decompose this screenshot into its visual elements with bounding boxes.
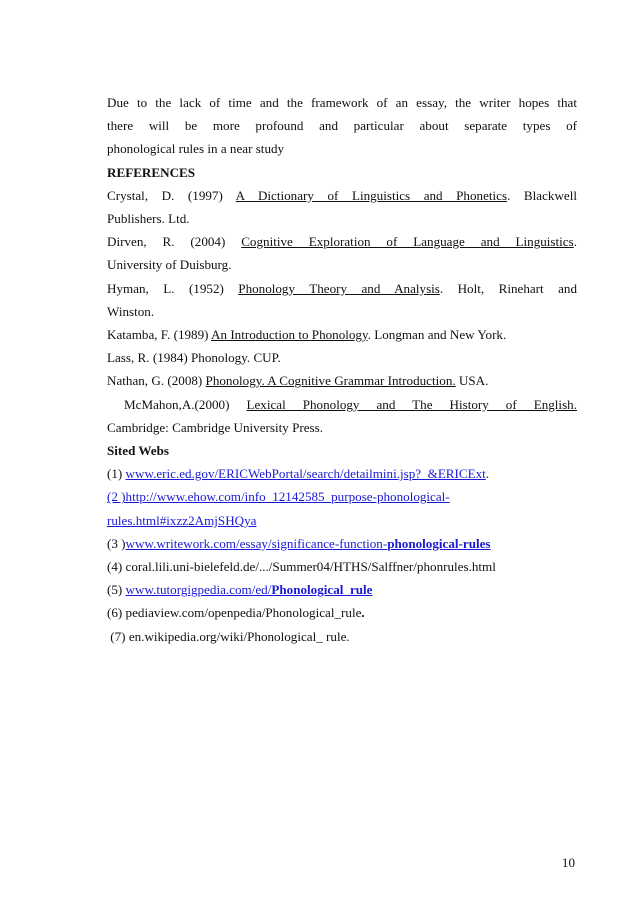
web-item: (4) coral.lili.uni-bielefeld.de/.../Summer04/HTHS/Salffner/phonrules.html: [107, 559, 496, 575]
web-item: [107, 509, 577, 532]
reference-author: Katamba, F. (1989): [107, 327, 212, 343]
reference-title: A Dictionary of Linguistics and Phonetics: [235, 187, 508, 203]
reference-continuation: Winston.: [107, 303, 155, 319]
reference-publisher: . Holt, Rinehart and: [439, 280, 578, 296]
reference-item: [107, 346, 577, 369]
intro-paragraph: [107, 91, 577, 161]
reference-list: [107, 184, 577, 439]
references-heading: REFERENCES: [107, 164, 196, 180]
reference-publisher: . Blackwell: [507, 187, 577, 203]
reference-author: Hyman, L. (1952): [107, 280, 239, 296]
reference-title: An Introduction to Phonology: [211, 327, 368, 343]
web-item: [107, 485, 577, 508]
web-item: (7) en.wikipedia.org/wiki/Phonological_ rule.: [107, 628, 350, 644]
reference-publisher: USA.: [455, 373, 489, 389]
reference-item: [107, 230, 577, 276]
sited-webs-list: [107, 462, 577, 648]
reference-item: [107, 184, 577, 230]
web-item: (6) pediaview.com/openpedia/Phonological_rule.: [107, 605, 365, 621]
intro-line: phonological rules in a near study: [107, 141, 285, 157]
reference-author: Nathan, G. (2008): [107, 373, 206, 389]
intro-line: there will be more profound and particular about separate types of: [107, 118, 577, 134]
reference-item: [107, 323, 577, 346]
reference-author: McMahon,A.(2000): [107, 396, 247, 412]
reference-publisher: . Longman and New York.: [367, 327, 507, 343]
reference-continuation: University of Duisburg.: [107, 257, 232, 273]
web-link[interactable]: www.eric.ed.gov/ERICWebPortal/search/detailmini.jsp?_&ERICExt: [125, 466, 486, 482]
intro-line: Due to the lack of time and the framework of an essay, the writer hopes that: [107, 95, 577, 110]
reference-title: Phonology Theory and Analysis: [238, 280, 440, 296]
reference-title: Phonology. A Cognitive Grammar Introduction.: [205, 373, 456, 389]
page-number: 10: [561, 855, 575, 870]
reference-continuation: Publishers. Ltd.: [107, 211, 190, 227]
web-link[interactable]: (2 )http://www.ehow.com/info_12142585_purpose-phonological-: [107, 489, 450, 505]
reference-author: Crystal, D. (1997): [107, 187, 236, 203]
reference-continuation: Cambridge: Cambridge University Press.: [107, 419, 324, 435]
web-link-bold[interactable]: phonological-rules: [387, 535, 491, 551]
reference-title: Cognitive Exploration of Language and Linguistics: [241, 234, 574, 250]
reference-text: Lass, R. (1984) Phonology. CUP.: [107, 350, 281, 366]
reference-author: Dirven, R. (2004): [107, 234, 242, 250]
sited-webs-heading: Sited Webs: [107, 443, 169, 459]
web-link[interactable]: www.tutorgigpedia.com/ed/: [125, 582, 272, 598]
web-item: (1) www.eric.ed.gov/ERICWebPortal/search/detailmini.jsp?_&ERICExt.: [107, 466, 490, 482]
web-link[interactable]: www.writework.com/essay/significance-function-: [125, 535, 388, 551]
web-link[interactable]: rules.html#ixzz2AmjSHQya: [107, 512, 257, 528]
web-item: (3 )www.writework.com/essay/significance-function-phonological-rules: [107, 535, 491, 551]
reference-item: [107, 277, 577, 323]
reference-publisher: .: [573, 234, 577, 250]
web-link-bold[interactable]: Phonological_rule: [271, 582, 373, 598]
reference-item: [107, 393, 577, 439]
reference-title: Lexical Phonology and The History of English.: [246, 396, 577, 412]
document-page: [107, 91, 577, 648]
web-item: (5) www.tutorgigpedia.com/ed/Phonological_rule: [107, 582, 373, 598]
reference-item: [107, 369, 577, 392]
